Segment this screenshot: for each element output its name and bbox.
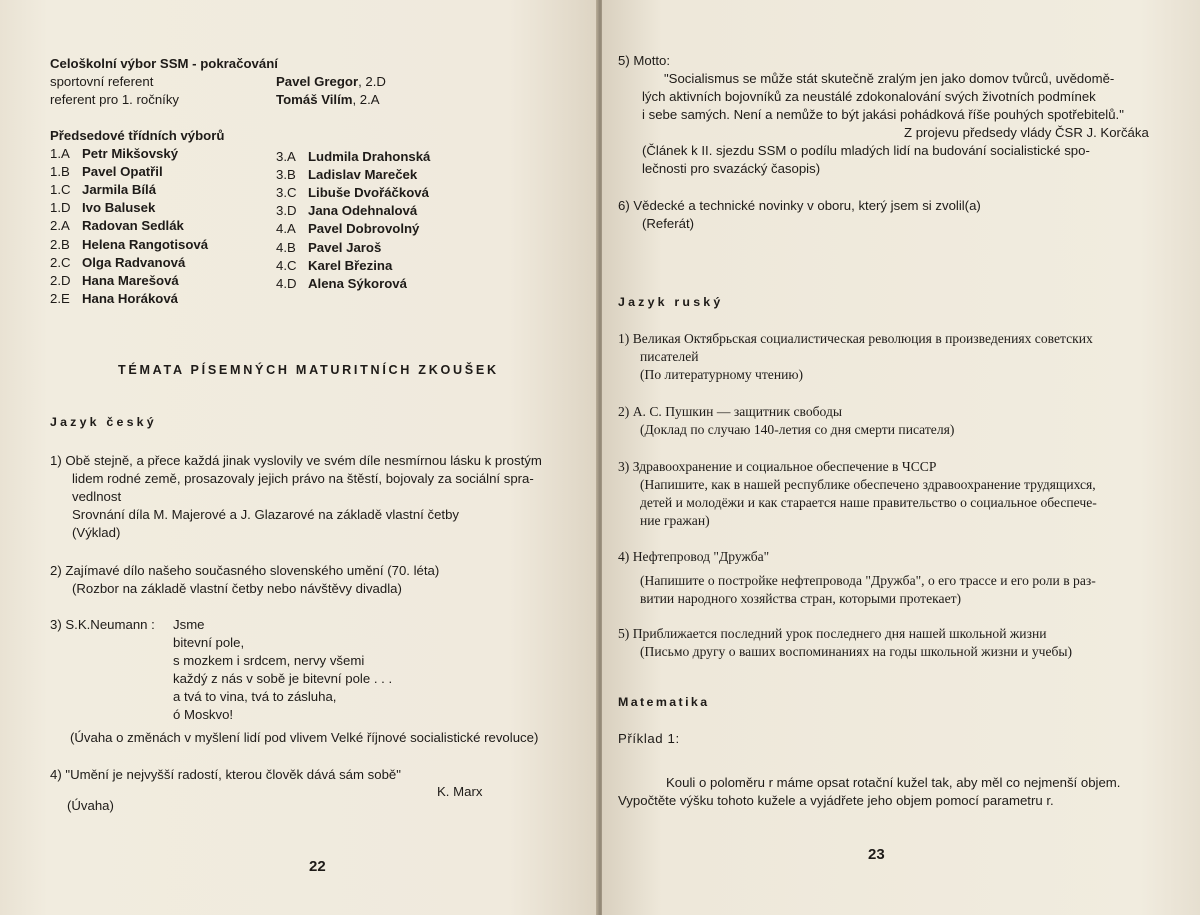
topic-line: 6) Vědecké a technické novinky v oboru, který jsem si zvolil(a)	[618, 198, 981, 213]
chairs-title: Předsedové třídních výborů	[50, 128, 225, 143]
chair-name: Olga Radvanová	[82, 254, 186, 270]
poem-line: Jsme	[173, 617, 205, 632]
chair-name: Alena Sýkorová	[308, 275, 407, 291]
chair-class: 3.B	[276, 167, 296, 183]
chair-class: 3.A	[276, 149, 296, 164]
author-credit: K. Marx	[437, 784, 483, 799]
math-line: Vypočtěte výšku tohoto kužele a vyjádřete jeho objem pomocí parametru r.	[618, 793, 1054, 808]
exam-heading: TÉMATA PÍSEMNÝCH MATURITNÍCH ZKOUŠEK	[118, 363, 499, 377]
chair-name: Pavel Opatřil	[82, 164, 163, 180]
chair-name: Hana Horáková	[82, 290, 179, 306]
chair-class: 1.C	[50, 182, 71, 198]
chair-name: Ludmila Drahonská	[308, 149, 431, 164]
chair-class: 2.B	[50, 236, 70, 252]
russian-line: 2) А. С. Пушкин — защитник свободы	[618, 404, 842, 419]
page-number: 23	[868, 846, 885, 863]
committee-cont-text: - pokračování	[188, 56, 278, 71]
chair-class: 4.C	[276, 257, 297, 273]
czech-line: 4) "Umění je nejvyšší radostí, kterou člověk dává sám sobě"	[50, 767, 401, 782]
right-page	[602, 0, 1200, 915]
chair-class: 2.C	[50, 254, 71, 270]
poem-line: a tvá to vina, tvá to zásluha,	[173, 689, 337, 704]
czech-line: (Úvaha)	[67, 798, 114, 813]
russian-line: (Доклад по случаю 140-летия со дня смерти писателя)	[640, 422, 955, 437]
committee-title	[50, 55, 278, 72]
czech-line: (Rozbor na základě vlastní četby nebo návštěvy divadla)	[72, 581, 402, 596]
officer-class: , 2.A	[352, 92, 380, 107]
czech-heading: Jazyk český	[50, 415, 157, 429]
russian-line: 1) Великая Октябрьская социалистическая революция в произведениях советских	[618, 331, 1093, 346]
chair-name: Ladislav Mareček	[308, 167, 418, 183]
chair-class: 1.A	[50, 146, 70, 161]
russian-heading: Jazyk ruský	[618, 295, 724, 309]
chair-name: Pavel Jaroš	[308, 239, 382, 255]
math-heading: Matematika	[618, 695, 710, 709]
chair-class: 2.E	[50, 290, 70, 306]
chair-name: Jarmila Bílá	[82, 182, 157, 198]
czech-line: (Úvaha o změnách v myšlení lidí pod vlivem Velké říjnové socialistické revoluce)	[70, 730, 539, 745]
russian-line: писателей	[640, 349, 699, 364]
chair-name: Hana Marešová	[82, 272, 179, 288]
officer-role: referent pro 1. ročníky	[50, 92, 180, 107]
chair-class: 4.D	[276, 275, 297, 291]
committee-title-text: Celoškolní výbor SSM	[50, 56, 189, 71]
russian-line: (Напишите о постройке нефтепровода "Дружба", о его трассе и его роли в раз-	[640, 573, 1096, 588]
officer-name	[276, 91, 380, 108]
motto-line: (Článek k II. sjezdu SSM o podílu mladých lidí na budování socialistické spo-	[642, 143, 1090, 158]
russian-line: (Письмо другу о ваших воспоминаниях на годы школьной жизни и учебы)	[640, 644, 1073, 659]
chair-name: Karel Březina	[308, 257, 393, 273]
poem-line: každý z nás v sobě je bitevní pole . . .	[173, 671, 393, 686]
czech-line: Srovnání díla M. Majerové a J. Glazarové na základě vlastní četby	[72, 507, 460, 522]
officer-name-text: Tomáš Vilím	[276, 92, 353, 107]
russian-line: 5) Приближается последний урок последнего дня нашей школьной жизни	[618, 626, 1047, 641]
russian-line: (Напишите, как в нашей республике обеспечено здравоохранение трудящихся,	[640, 477, 1096, 492]
czech-line: lidem rodné země, prosazovaly jejich právo na štěstí, bojovaly za sociální spra-	[72, 471, 534, 486]
officer-class: , 2.D	[358, 74, 386, 89]
chair-class: 1.B	[50, 164, 70, 180]
poem-line: s mozkem i srdcem, nervy všemi	[173, 653, 365, 668]
left-page	[0, 0, 598, 915]
russian-line: 4) Нефтепровод "Дружба"	[618, 549, 770, 564]
chair-class: 2.A	[50, 218, 70, 234]
topic-line: (Referát)	[642, 216, 695, 231]
motto-line: lých aktivních bojovníků za neustálé zdokonalování svých životních podmínek	[642, 89, 1096, 104]
poem-line: ó Moskvo!	[173, 707, 234, 722]
czech-line: 3) S.K.Neumann :	[50, 617, 155, 632]
chair-name: Jana Odehnalová	[308, 203, 418, 219]
chair-name: Pavel Dobrovolný	[308, 221, 420, 237]
chair-name: Libuše Dvořáčková	[308, 185, 429, 201]
page-number: 22	[309, 858, 326, 875]
math-line: Kouli o poloměru r máme opsat rotační kužel tak, aby měl co nejmenší objem.	[666, 775, 1121, 790]
motto-line: 5) Motto:	[618, 53, 671, 68]
chair-name: Radovan Sedlák	[82, 218, 184, 234]
russian-line: витии народного хозяйства стран, которыми протекает)	[640, 591, 962, 606]
chair-class: 1.D	[50, 200, 71, 216]
czech-line: 1) Obě stejně, a přece každá jinak vyslovily ve svém díle nesmírnou lásku k prostým	[50, 453, 542, 468]
russian-line: детей и молодёжи и как старается наше правительство о социальное обеспече-	[640, 495, 1097, 510]
russian-line: ние гражан)	[640, 513, 710, 528]
russian-line: 3) Здравоохранение и социальное обеспечение в ЧССР	[618, 459, 937, 474]
czech-line: 2) Zajímavé dílo našeho současného slovenského umění (70. léta)	[50, 563, 440, 578]
motto-line: i sebe samých. Není a nemůže to být jakási pohádková říše pouhých spotřebitelů."	[642, 107, 1124, 122]
czech-line: vedlnost	[72, 489, 122, 504]
motto-line: "Socialismus se může stát skutečně zralým jen jako domov tvůrců, uvědomě-	[664, 71, 1115, 86]
officer-name-text: Pavel Gregor	[276, 74, 359, 89]
motto-line: lečnosti pro svazácký časopis)	[642, 161, 821, 176]
chair-class: 3.C	[276, 185, 297, 201]
chair-class: 2.D	[50, 272, 71, 288]
chair-class: 4.B	[276, 239, 296, 255]
russian-line: (По литературному чтению)	[640, 367, 804, 382]
officer-name	[276, 73, 386, 90]
chair-name: Petr Mikšovský	[82, 146, 179, 161]
chair-class: 4.A	[276, 221, 296, 237]
motto-source: Z projevu předsedy vlády ČSR J. Korčáka	[904, 125, 1149, 140]
chair-name: Ivo Balusek	[82, 200, 156, 216]
poem-line: bitevní pole,	[173, 635, 245, 650]
czech-line: (Výklad)	[72, 525, 121, 540]
example-label: Příklad 1:	[618, 731, 680, 746]
chair-class: 3.D	[276, 203, 297, 219]
chair-name: Helena Rangotisová	[82, 236, 209, 252]
officer-role: sportovní referent	[50, 74, 154, 89]
